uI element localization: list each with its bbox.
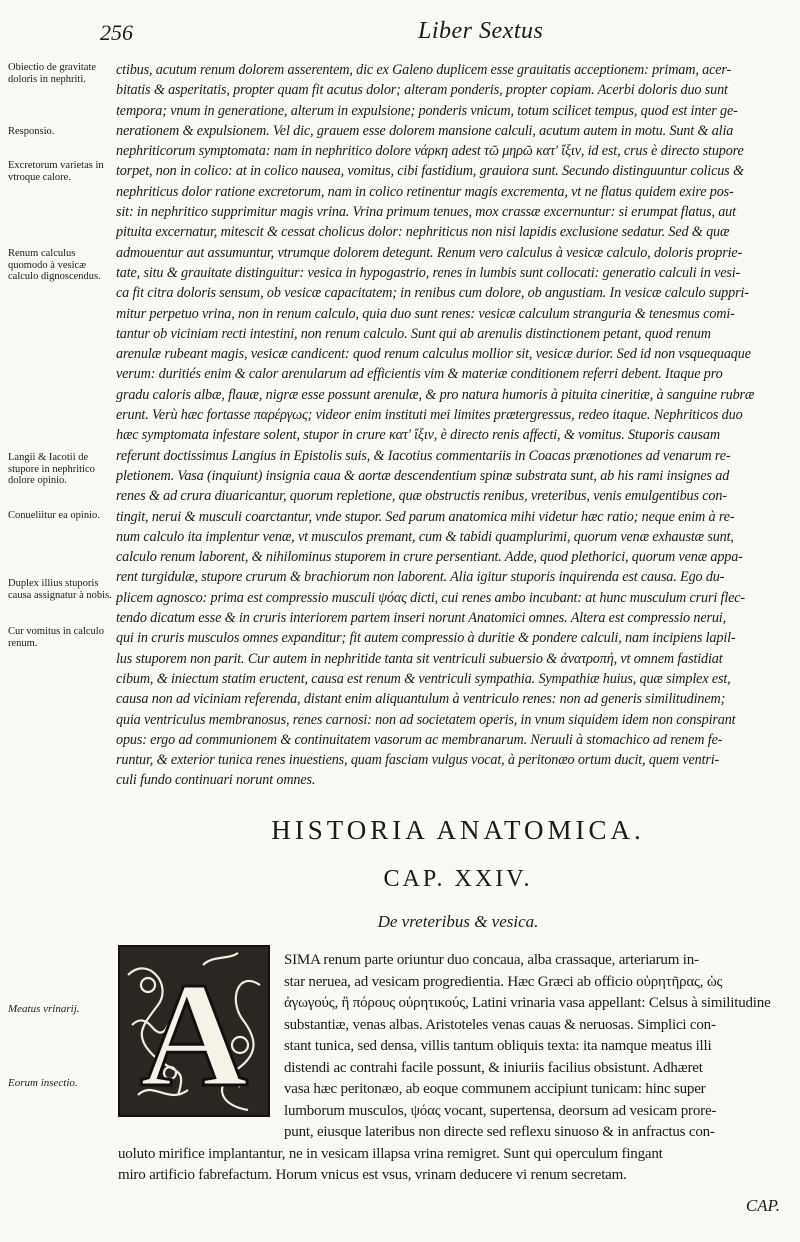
text-line: pituita excernatur, mitescit & cessat cholicus dolor: nephriticus non nisi lapidis exclusione sedatur. Sed & quæ — [116, 224, 730, 241]
text-line: verum: duritiés enim & calor arenularum ad efficientis vim & materiæ conditionem referri debent. Itaque pro — [116, 366, 723, 383]
text-line: substantiæ, venas albas. Aristoteles venas cauas & neruosas. Simplici con- — [284, 1016, 716, 1033]
margin-note: Responsio. — [8, 126, 55, 137]
text-line: runtur, & exterior tunica renes inuestiens, quam fasciam vulgus vocat, à peritonæo ortum ducit, quem ventri- — [116, 752, 720, 769]
text-line: cibum, & iniectum statim eructent, causa est renum & ventriculi sympathia. Sympathiæ huius, quæ simplex est, — [116, 670, 731, 687]
text-line: calculo renum laborent, & nihilominus stuporem in crure persentiant. Adde, quod plethorici, quorum venæ appa- — [116, 549, 743, 566]
text-line: tempora; vnum in generatione, alterum in expulsione; ponderis vnicum, totum scilicet tempus, quod est inter ge- — [116, 102, 738, 119]
text-line: tingit, nerui & musculi coarctantur, vnde stupor. Sed parum anatomica mihi videtur hæc ratio; neque enim à re- — [116, 508, 735, 525]
text-line: stant tunica, sed densa, villis tantum obliquis texta: ita namque meatus illi — [284, 1038, 712, 1054]
initial-letter: A — [139, 952, 249, 1117]
text-line: lus stuporem non parit. Cur autem in nephritide tanta sit ventriculi subuersio & ἀνατροπή, vt omnem fastidiat — [116, 650, 723, 667]
text-line: rent turgidulæ, stupore crurum & brachiorum non laborent. Alia igitur stuporis inquirenda est causa. Ego du- — [116, 569, 725, 586]
text-line: admouentur aut assumuntur, vtrumque dolorem detegunt. Renum vero calculus à vesicæ calculo, doloris proprie- — [116, 244, 743, 261]
text-line: tate, situ & grauitate distinguitur: vesica in hypogastrio, renes in lumbis sunt collocati: generatio calculi in vesi- — [116, 264, 741, 281]
text-line: pletionem. Vasa (inquiunt) insignia caua & aortæ descendentium spinæ substrata sunt, ab his rami insignes ad — [116, 467, 730, 484]
text-line: nephriticorum symptomata: nam in nephritico dolore νάρκη adest τῶ μηρῶ κατ' ἴξιν, id est, crus è directo stupore — [116, 143, 744, 160]
text-line: qui in cruris musculos omnes expanditur; fit autem compressio à duritie & pondere calculi, nam incipiens lapil- — [116, 630, 736, 647]
text-line: quia ventriculus membranosus, renes carnosi: non ad societatem operis, in vnum siquidem idem non conspirant — [116, 711, 736, 728]
text-line: ctibus, acutum renum dolorem asserentem, dic ex Galeno duplicem esse grauitatis acceptionem: primam, acer- — [116, 62, 732, 78]
margin-note: Duplex illius stuporis causa assignatur à nobis. — [8, 578, 112, 601]
chapter-text-block — [118, 950, 782, 1187]
text-line: ca fit citra doloris sensum, ob vesicæ capacitatem; in renibus cum dolore, ob angustiam. In vesicæ calculo suppri- — [116, 285, 749, 302]
section-heading: HISTORIA ANATOMICA. — [271, 815, 645, 845]
page-header — [100, 18, 780, 46]
text-line: torpet, non in colico: at in colico nausea, vomitus, cibi fastidium, grauiora sunt. Secundo distinguuntur colicus & — [116, 163, 744, 180]
text-line: gradu caloris albæ, flauæ, nigræ esse possunt arenulæ, & pro natura humoris à pituita cineritiæ, à sanguine rubræ — [116, 386, 755, 403]
margin-note: Excretorum varietas in vtroque calore. — [8, 160, 104, 183]
text-line: opus: ergo ad communionem & continuitatem vasorum ac membranarum. Neruuli à stomachico ad renem fe- — [116, 731, 723, 748]
catchword: CAP. — [745, 1196, 780, 1215]
margin-note: Langii & Iacotii de stupore in nephritico dolore opinio. — [8, 452, 95, 486]
margin-note: Eorum insectio. — [8, 1077, 78, 1089]
text-line: punt, eiusque lateribus non directe sed reflexu sinuoso & in anfractus con- — [284, 1124, 715, 1140]
text-line: arenulæ rubeant magis, vesicæ candicent: quod renum calculus mollior sit, vesicæ durior. Sed id non vsquequaque — [116, 346, 751, 363]
text-line: renes & ad crura diuaricantur, quorum repletione, quæ obstructis renibus, vreteribus, venis emulgentibus con- — [116, 488, 727, 505]
text-line: erunt. Verù hæc fortasse παρέργως; videor enim instituti mei limites prætergressus, redeo itaque. Nephriticos duo — [116, 407, 743, 424]
text-line: hæc symptomata infestare solent, stupor in crure κατ' ἴξιν, è directo renis affecti, & vomitus. Stuporis causam — [116, 427, 720, 444]
text-line: SIMA renum parte oriuntur duo concaua, alba crassaque, arteriarum in- — [284, 952, 699, 968]
page-number: 256 — [100, 20, 133, 45]
running-head: Liber Sextus — [418, 18, 544, 44]
text-line: ἀγωγούς, ἢ πόρους οὐρητικούς, Latini vrinaria vasa appellant: Celsus à similitudine — [284, 995, 771, 1011]
text-line: bitatis & asperitatis, propter quam fit acutus dolor; alteram ponderis, propter copiam. Acerbi doloris duo sunt — [116, 82, 728, 99]
text-line: causa non ad viciniam referenda, distant enim aliquantulum à ventriculo renes: non ad generis similitudinem; — [116, 691, 726, 708]
text-line: vasa hæc peritonæo, ab eoque communem accipiunt tunicam: hinc super — [284, 1081, 706, 1097]
text-line: sit: in nephritico supprimitur magis vrina. Vrina primum tenues, mox crassæ excernuntur: si erumpat flatus, aut — [116, 204, 736, 221]
text-line: nephriticus dolor ratione excretorum, nam in colico retinentur magis excrementa, vt ne flatus quidem exire pos- — [116, 183, 734, 200]
chapter-subtitle: De vreteribus & vesica. — [377, 912, 539, 931]
text-line: culi fundo continuari norunt omnes. — [116, 772, 316, 789]
text-line: tantur ob viciniam recti intestini, non renum calculo. Sunt qui ab arenulis distinctionem petant, quod renum — [116, 325, 711, 342]
text-line: plicem agnosco: prima est compressio musculi ψόας dicti, cui renes ambo incubant: at hunc musculum cruri flec- — [116, 589, 746, 606]
margin-note: Obiectio de gravitate doloris in nephriti. — [8, 62, 97, 85]
text-line: tendo dicatum esse & in cruris interiorem partem inseri norunt Anatomici omnes. Altera est compressio nerui, — [116, 610, 726, 627]
margin-note: Cur vomitus in calculo renum. — [8, 626, 104, 649]
chapter-heading: CAP. XXIV. — [383, 866, 533, 892]
text-line: star neruea, ad vesicam progredientia. Hæc Græci ab officio οὐρητῆρας, ὡς — [284, 973, 723, 990]
text-line: lumborum musculos, ψόας vocant, supertensa, deorsum ad vesicam prore- — [284, 1102, 717, 1119]
main-text-block — [116, 60, 782, 791]
text-line: nerationem & expulsionem. Vel dic, grauem esse dolorem mansione calculi, acutum autem in motu. Sunt & alia — [116, 122, 734, 139]
text-line: referunt doctissimus Langius in Epistolis suis, & Iacotius commentariis in Coacas prænotiones ad venarum re- — [116, 447, 731, 464]
text-line: mitur perpetuo vrina, non in renum calculo, quia duo sunt renes: vesicæ calculum stranguria & tenesmus comi- — [116, 305, 735, 322]
margin-note: Renum calculus quomodo à vesicæ calculo dignoscendus. — [8, 248, 101, 282]
margin-note: Meatus vrinarij. — [8, 1003, 80, 1015]
text-line: num calculo ita implentur venæ, vt musculos premant, cum & tabidi quamplurimi, quorum venæ exhaustæ sunt, — [116, 528, 734, 545]
text-line: uoluto mirifice implantantur, ne in vesicam illapsa vrina remigret. Sunt qui operculum fingant — [118, 1145, 663, 1162]
margin-note: Conueliitur ea opinio. — [8, 510, 100, 521]
text-line: distendi ac contrahi facile possunt, & iniuriis facilius obsistunt. Adhæret — [284, 1059, 703, 1076]
text-line: miro artificio fabrefactum. Horum vnicus est vsus, vrinam deducere vi renum secretam. — [118, 1167, 627, 1183]
